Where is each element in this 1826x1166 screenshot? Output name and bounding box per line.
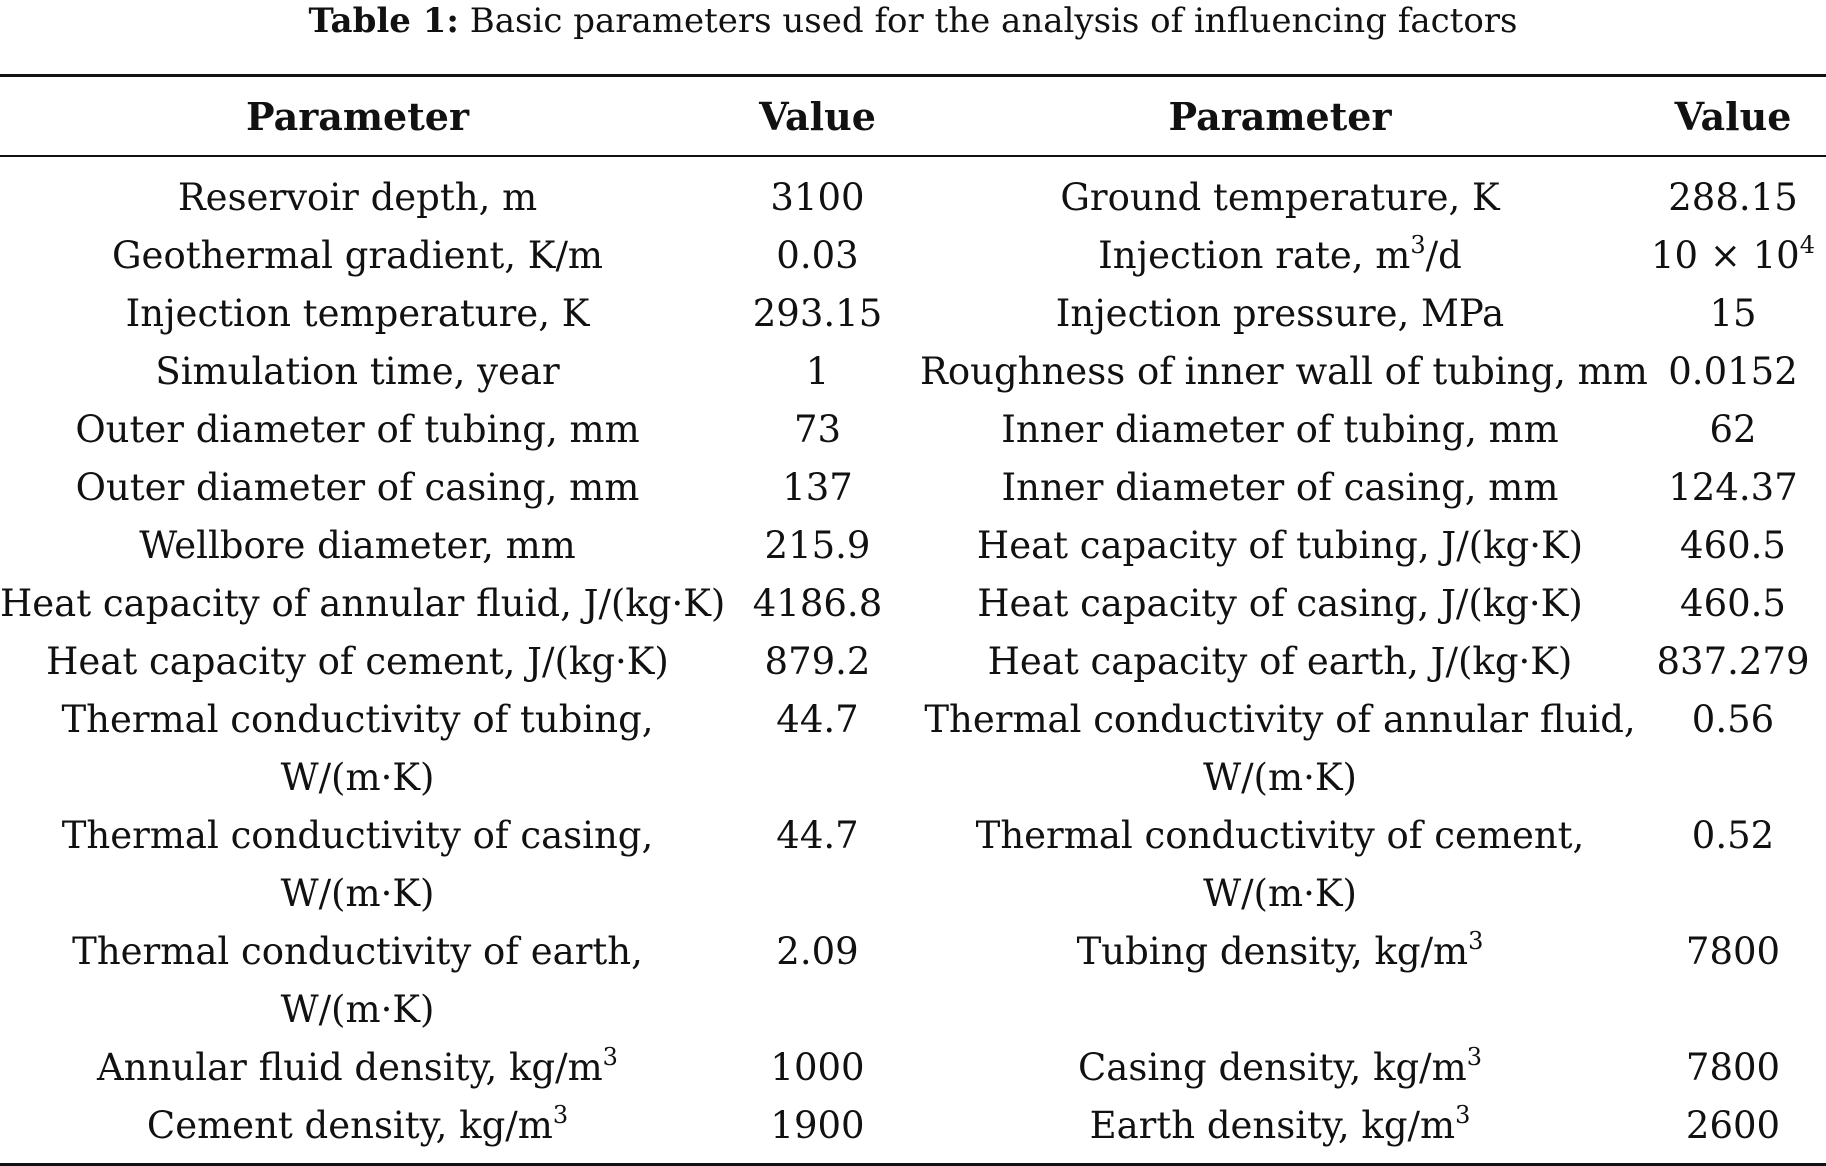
cell-value-right bbox=[1640, 459, 1826, 517]
cell-text: Injection temperature, K bbox=[125, 292, 590, 335]
cell-text: 7800 bbox=[1685, 930, 1781, 973]
cell-text: Thermal conductivity of casing, W/(m·K) bbox=[61, 814, 654, 915]
cell-parameter-left bbox=[0, 343, 715, 401]
header-parameter-right: Parameter bbox=[1168, 93, 1392, 139]
cell-text: 0.56 bbox=[1691, 698, 1775, 741]
cell-parameter-right bbox=[920, 401, 1640, 459]
cell-value-right bbox=[1640, 517, 1826, 575]
cell-text: Heat capacity of tubing, J/(kg·K) bbox=[976, 524, 1584, 567]
cell-text: 288.15 bbox=[1668, 176, 1798, 219]
cell-text: 2600 bbox=[1685, 1104, 1781, 1147]
header-value-right: Value bbox=[1674, 93, 1792, 139]
cell-text: 44.7 bbox=[776, 814, 859, 857]
cell-text: Earth density, kg/m bbox=[1089, 1104, 1456, 1147]
cell-parameter-left bbox=[0, 575, 726, 633]
table-row bbox=[0, 459, 1826, 517]
cell-parameter-left bbox=[0, 401, 715, 459]
cell-text: Heat capacity of casing, J/(kg·K) bbox=[977, 582, 1583, 625]
cell-parameter-right bbox=[920, 156, 1640, 227]
cell-value-right bbox=[1640, 156, 1826, 227]
cell-text: 3100 bbox=[770, 176, 865, 219]
cell-value-right bbox=[1640, 633, 1826, 691]
cell-text: 837.279 bbox=[1656, 640, 1810, 683]
cell-parameter-right bbox=[920, 227, 1640, 285]
cell-value-right bbox=[1640, 343, 1826, 401]
table-row bbox=[0, 1097, 1826, 1165]
cell-parameter-right bbox=[920, 575, 1640, 633]
cell-parameter-left bbox=[0, 807, 715, 923]
cell-value-left bbox=[715, 343, 920, 401]
cell-superscript: 3 bbox=[1466, 1042, 1483, 1071]
cell-parameter-right bbox=[920, 1097, 1640, 1165]
cell-suffix: /d bbox=[1425, 234, 1462, 277]
table-row bbox=[0, 343, 1826, 401]
cell-text: Heat capacity of cement, J/(kg·K) bbox=[46, 640, 669, 683]
cell-value-right bbox=[1640, 1039, 1826, 1097]
cell-value-left bbox=[715, 285, 920, 343]
header-row bbox=[0, 76, 1826, 157]
cell-value-left bbox=[715, 923, 920, 1039]
cell-superscript: 3 bbox=[1410, 230, 1426, 259]
cell-superscript: 4 bbox=[1799, 230, 1815, 259]
cell-value-left bbox=[715, 156, 920, 227]
cell-parameter-right bbox=[920, 343, 1648, 401]
cell-text: 137 bbox=[782, 466, 853, 509]
caption-text: Basic parameters used for the analysis of influencing factors bbox=[469, 1, 1518, 41]
cell-parameter-left bbox=[0, 1039, 715, 1097]
cell-text: Geothermal gradient, K/m bbox=[111, 234, 603, 277]
cell-text: Annular fluid density, kg/m bbox=[97, 1046, 603, 1089]
table-row bbox=[0, 156, 1826, 227]
cell-parameter-right bbox=[920, 285, 1640, 343]
cell-parameter-right bbox=[920, 923, 1640, 1039]
cell-text: 0.03 bbox=[776, 234, 859, 277]
cell-text: Outer diameter of casing, mm bbox=[75, 466, 640, 509]
cell-value-right bbox=[1640, 923, 1826, 1039]
cell-parameter-right bbox=[920, 517, 1640, 575]
cell-text: 0.0152 bbox=[1668, 350, 1798, 393]
cell-text: Reservoir depth, m bbox=[177, 176, 538, 219]
cell-value-left bbox=[715, 1097, 920, 1165]
cell-text: 44.7 bbox=[776, 698, 859, 741]
cell-text: Casing density, kg/m bbox=[1077, 1046, 1467, 1089]
cell-value-right bbox=[1640, 1097, 1826, 1165]
cell-value-right bbox=[1640, 401, 1826, 459]
table-row bbox=[0, 691, 1826, 807]
cell-value-left bbox=[715, 227, 920, 285]
cell-parameter-left bbox=[0, 1097, 715, 1165]
cell-text: Injection pressure, MPa bbox=[1055, 292, 1505, 335]
table-row bbox=[0, 285, 1826, 343]
table-body bbox=[0, 156, 1826, 1165]
cell-text: 0.52 bbox=[1691, 814, 1775, 857]
cell-text: 1900 bbox=[770, 1104, 865, 1147]
cell-text: Thermal conductivity of cement, W/(m·K) bbox=[975, 814, 1585, 915]
cell-value-right bbox=[1640, 285, 1826, 343]
cell-text: Cement density, kg/m bbox=[146, 1104, 553, 1147]
cell-text: Roughness of inner wall of tubing, mm bbox=[920, 350, 1648, 393]
cell-text: Heat capacity of annular fluid, J/(kg·K) bbox=[0, 582, 726, 625]
cell-value-left bbox=[715, 575, 920, 633]
table-row bbox=[0, 517, 1826, 575]
cell-parameter-left bbox=[0, 459, 715, 517]
cell-value-left bbox=[715, 401, 920, 459]
cell-value-left bbox=[715, 807, 920, 923]
cell-text: 1000 bbox=[770, 1046, 865, 1089]
cell-text: Tubing density, kg/m bbox=[1076, 930, 1469, 973]
cell-value-right bbox=[1640, 227, 1826, 285]
cell-text: 62 bbox=[1709, 408, 1757, 451]
cell-text: 879.2 bbox=[764, 640, 871, 683]
cell-text: 215.9 bbox=[764, 524, 871, 567]
cell-text: Inner diameter of casing, mm bbox=[1001, 466, 1559, 509]
cell-text: Simulation time, year bbox=[155, 350, 560, 393]
cell-parameter-left bbox=[0, 633, 715, 691]
cell-text: 10 × 10 bbox=[1651, 234, 1800, 277]
cell-text: 1 bbox=[805, 350, 830, 393]
cell-superscript: 3 bbox=[1468, 926, 1484, 955]
cell-value-left bbox=[715, 691, 920, 807]
cell-text: Injection rate, m bbox=[1098, 234, 1411, 277]
cell-text: 460.5 bbox=[1680, 524, 1786, 567]
table-row bbox=[0, 401, 1826, 459]
table-row bbox=[0, 807, 1826, 923]
cell-text: Outer diameter of tubing, mm bbox=[75, 408, 640, 451]
table-row bbox=[0, 575, 1826, 633]
cell-text: Inner diameter of tubing, mm bbox=[1001, 408, 1559, 451]
cell-text: 124.37 bbox=[1668, 466, 1798, 509]
table-row bbox=[0, 227, 1826, 285]
cell-value-left bbox=[715, 633, 920, 691]
cell-text: 2.09 bbox=[776, 930, 859, 973]
cell-text: 293.15 bbox=[752, 292, 883, 335]
cell-parameter-right bbox=[920, 459, 1640, 517]
cell-parameter-left bbox=[0, 227, 715, 285]
cell-text: 15 bbox=[1709, 292, 1757, 335]
cell-value-right bbox=[1640, 807, 1826, 923]
caption-label: Table 1: bbox=[308, 1, 459, 41]
cell-text: 460.5 bbox=[1680, 582, 1786, 625]
table-header bbox=[0, 76, 1826, 157]
cell-value-left bbox=[715, 1039, 920, 1097]
cell-parameter-left bbox=[0, 923, 715, 1039]
cell-superscript: 3 bbox=[552, 1100, 569, 1129]
cell-text: Thermal conductivity of annular fluid, W/(m·K) bbox=[924, 698, 1636, 799]
cell-text: 73 bbox=[793, 408, 842, 451]
cell-parameter-left bbox=[0, 517, 715, 575]
cell-text: Thermal conductivity of earth, W/(m·K) bbox=[72, 930, 643, 1031]
cell-parameter-right bbox=[920, 807, 1640, 923]
cell-text: 4186.8 bbox=[752, 582, 883, 625]
cell-value-right bbox=[1640, 691, 1826, 807]
cell-text: Thermal conductivity of tubing, W/(m·K) bbox=[61, 698, 654, 799]
cell-parameter-left bbox=[0, 691, 715, 807]
cell-parameter-right bbox=[920, 1039, 1640, 1097]
cell-superscript: 3 bbox=[602, 1042, 618, 1071]
cell-text: Heat capacity of earth, J/(kg·K) bbox=[987, 640, 1573, 683]
cell-text: Wellbore diameter, mm bbox=[139, 524, 576, 567]
table-row bbox=[0, 633, 1826, 691]
cell-text: Ground temperature, K bbox=[1060, 176, 1500, 219]
table-caption bbox=[0, 0, 1826, 42]
header-value-left: Value bbox=[759, 93, 876, 139]
table-row bbox=[0, 1039, 1826, 1097]
cell-superscript: 3 bbox=[1455, 1100, 1471, 1129]
header-parameter-left: Parameter bbox=[246, 93, 469, 139]
cell-parameter-left bbox=[0, 285, 715, 343]
cell-text: 7800 bbox=[1685, 1046, 1781, 1089]
cell-parameter-right bbox=[920, 633, 1640, 691]
cell-parameter-right bbox=[920, 691, 1640, 807]
parameters-table bbox=[0, 74, 1826, 1166]
table-row bbox=[0, 923, 1826, 1039]
cell-parameter-left bbox=[0, 156, 715, 227]
cell-value-left bbox=[715, 517, 920, 575]
cell-value-right bbox=[1640, 575, 1826, 633]
cell-value-left bbox=[715, 459, 920, 517]
